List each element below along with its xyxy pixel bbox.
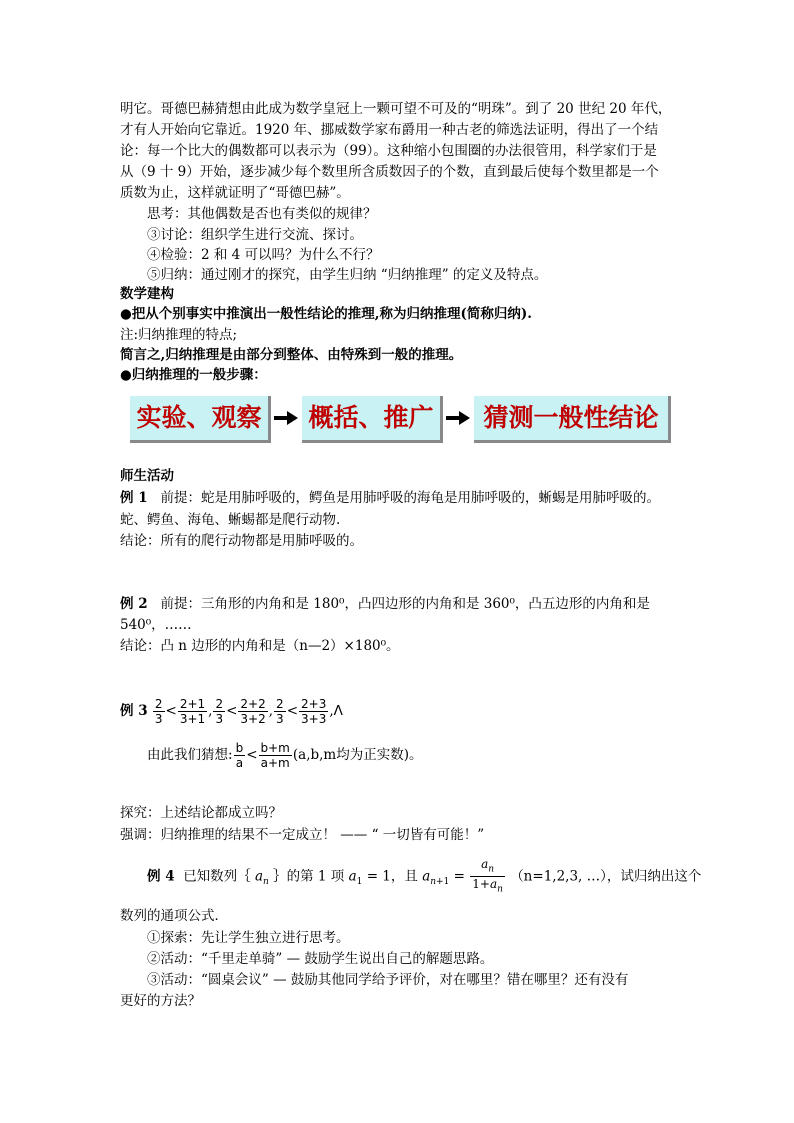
example-3-inequalities: 例 3 $\frac{2}{3}$ < $\frac{2+1}{3+1}$ , $\frac{2}{3}$ < $\frac{2+2}{3+2}$ , $\frac{2}{3}$ < $\frac{2+3}{3+3}$ ,Λ — [120, 697, 343, 726]
emphasis-line: 强调：归纳推理的结果不一定成立！ —— “ 一切皆有可能！” — [120, 827, 485, 843]
guess-suffix: (a,b,m均为正实数)。 — [292, 747, 423, 763]
activity-2: ②活动：“千里走单骑” — 鼓励学生说出自己的解题思路。 — [147, 951, 494, 967]
example-4-line: 例 4 已知数列｛ $a_n$ ｝的第 1 项 $a_1 = 1$，且 $a_{n+1}$ = $\frac{a_n}{1+a_n}$ （n=1,2,3, …），试归纳出这个 — [147, 857, 702, 895]
example-3-label: 例 3 — [120, 703, 148, 719]
example-3-guess: 由此我们猜想: $\frac{b}{a}$ < $\frac{b+m}{a+m}$ (a,b,m均为正实数)。 — [147, 741, 423, 770]
check-line: ④检验：2 和 4 可以吗？为什么不行？ — [147, 247, 380, 263]
example-2-label: 例 2 — [120, 596, 148, 612]
induce-line: ⑤归纳：通过刚才的探究，由学生归纳 “归纳推理” 的定义及特点。 — [147, 267, 548, 283]
intro-line-3: 论：每一个比大的偶数都可以表示为（99）。这种缩小包围圈的办法很管用，科学家们于是 — [120, 143, 657, 159]
example-2-premise-cont: 540⁰，…… — [120, 617, 192, 633]
step-box-2: 概括、推广 — [302, 396, 443, 443]
modeling-heading: 数学建构 — [120, 286, 174, 302]
activity-heading: 师生活动 — [120, 468, 174, 484]
example-1-premise-cont: 蛇、鳄鱼、海龟、蜥蜴都是爬行动物. — [120, 512, 341, 528]
definition-line: ●把从个别事实中推演出一般性结论的推理,称为归纳推理(简称归纳). — [120, 306, 532, 322]
step-box-3: 猜测一般性结论 — [474, 396, 671, 443]
intro-line-4: 从（9 十 9）开始，逐步减少每个数里所含质数因子的个数，直到最后使每个数里都是一个 — [120, 164, 659, 180]
step-box-1: 实验、观察 — [130, 396, 271, 443]
think-line: 思考：其他偶数是否也有类似的规律？ — [147, 206, 377, 222]
example-4-label: 例 4 — [147, 868, 175, 885]
ellipsis-symbol: Λ — [333, 703, 343, 719]
steps-heading: ●归纳推理的一般步骤： — [120, 367, 267, 383]
arrow-right-icon — [274, 410, 298, 426]
example-1-premise-text: 前提：蛇是用肺呼吸的，鳄鱼是用肺呼吸的海龟是用肺呼吸的，蜥蜴是用肺呼吸的。 — [160, 490, 660, 506]
intro-line-2: 才有人开始向它靠近。1920 年、挪威数学家布爵用一种古老的筛选法证明，得出了一个结 — [120, 122, 659, 138]
arrow-right-icon — [446, 410, 470, 426]
activity-3: ③活动：“圆桌会议” — 鼓励其他同学给予评价，对在哪里？错在哪里？还有没有 — [147, 972, 629, 988]
explore-line: 探究：上述结论都成立吗？ — [120, 805, 282, 821]
example-1-conclusion: 结论：所有的爬行动物都是用肺呼吸的。 — [120, 533, 363, 549]
example-2-premise — [120, 595, 650, 613]
example-2-premise-text: 前提：三角形的内角和是 180⁰，凸四边形的内角和是 360⁰，凸五边形的内角和是 — [160, 596, 650, 612]
intro-line-1: 明它。哥德巴赫猜想由此成为数学皇冠上一颗可望不可及的“明珠”。到了 20 世纪 20 年代， — [120, 101, 672, 117]
discuss-line: ③讨论：组织学生进行交流、探讨。 — [147, 227, 363, 243]
example-1-label: 例 1 — [120, 490, 148, 506]
summary-line: 简言之,归纳推理是由部分到整体、由特殊到一般的推理。 — [120, 347, 463, 363]
note-line: 注:归纳推理的特点; — [120, 327, 238, 343]
example-1-premise — [120, 489, 660, 507]
example-2-conclusion: 结论：凸 n 边形的内角和是（n—2）×180⁰。 — [120, 638, 400, 654]
activity-3-cont: 更好的方法？ — [120, 993, 201, 1009]
intro-line-5: 质数为止，这样就证明了“哥德巴赫”。 — [120, 185, 350, 201]
activity-1: ①探索：先让学生独立进行思考。 — [147, 930, 350, 946]
guess-prefix: 由此我们猜想: — [147, 747, 233, 763]
example-4-cont: 数列的通项公式． — [120, 908, 228, 924]
